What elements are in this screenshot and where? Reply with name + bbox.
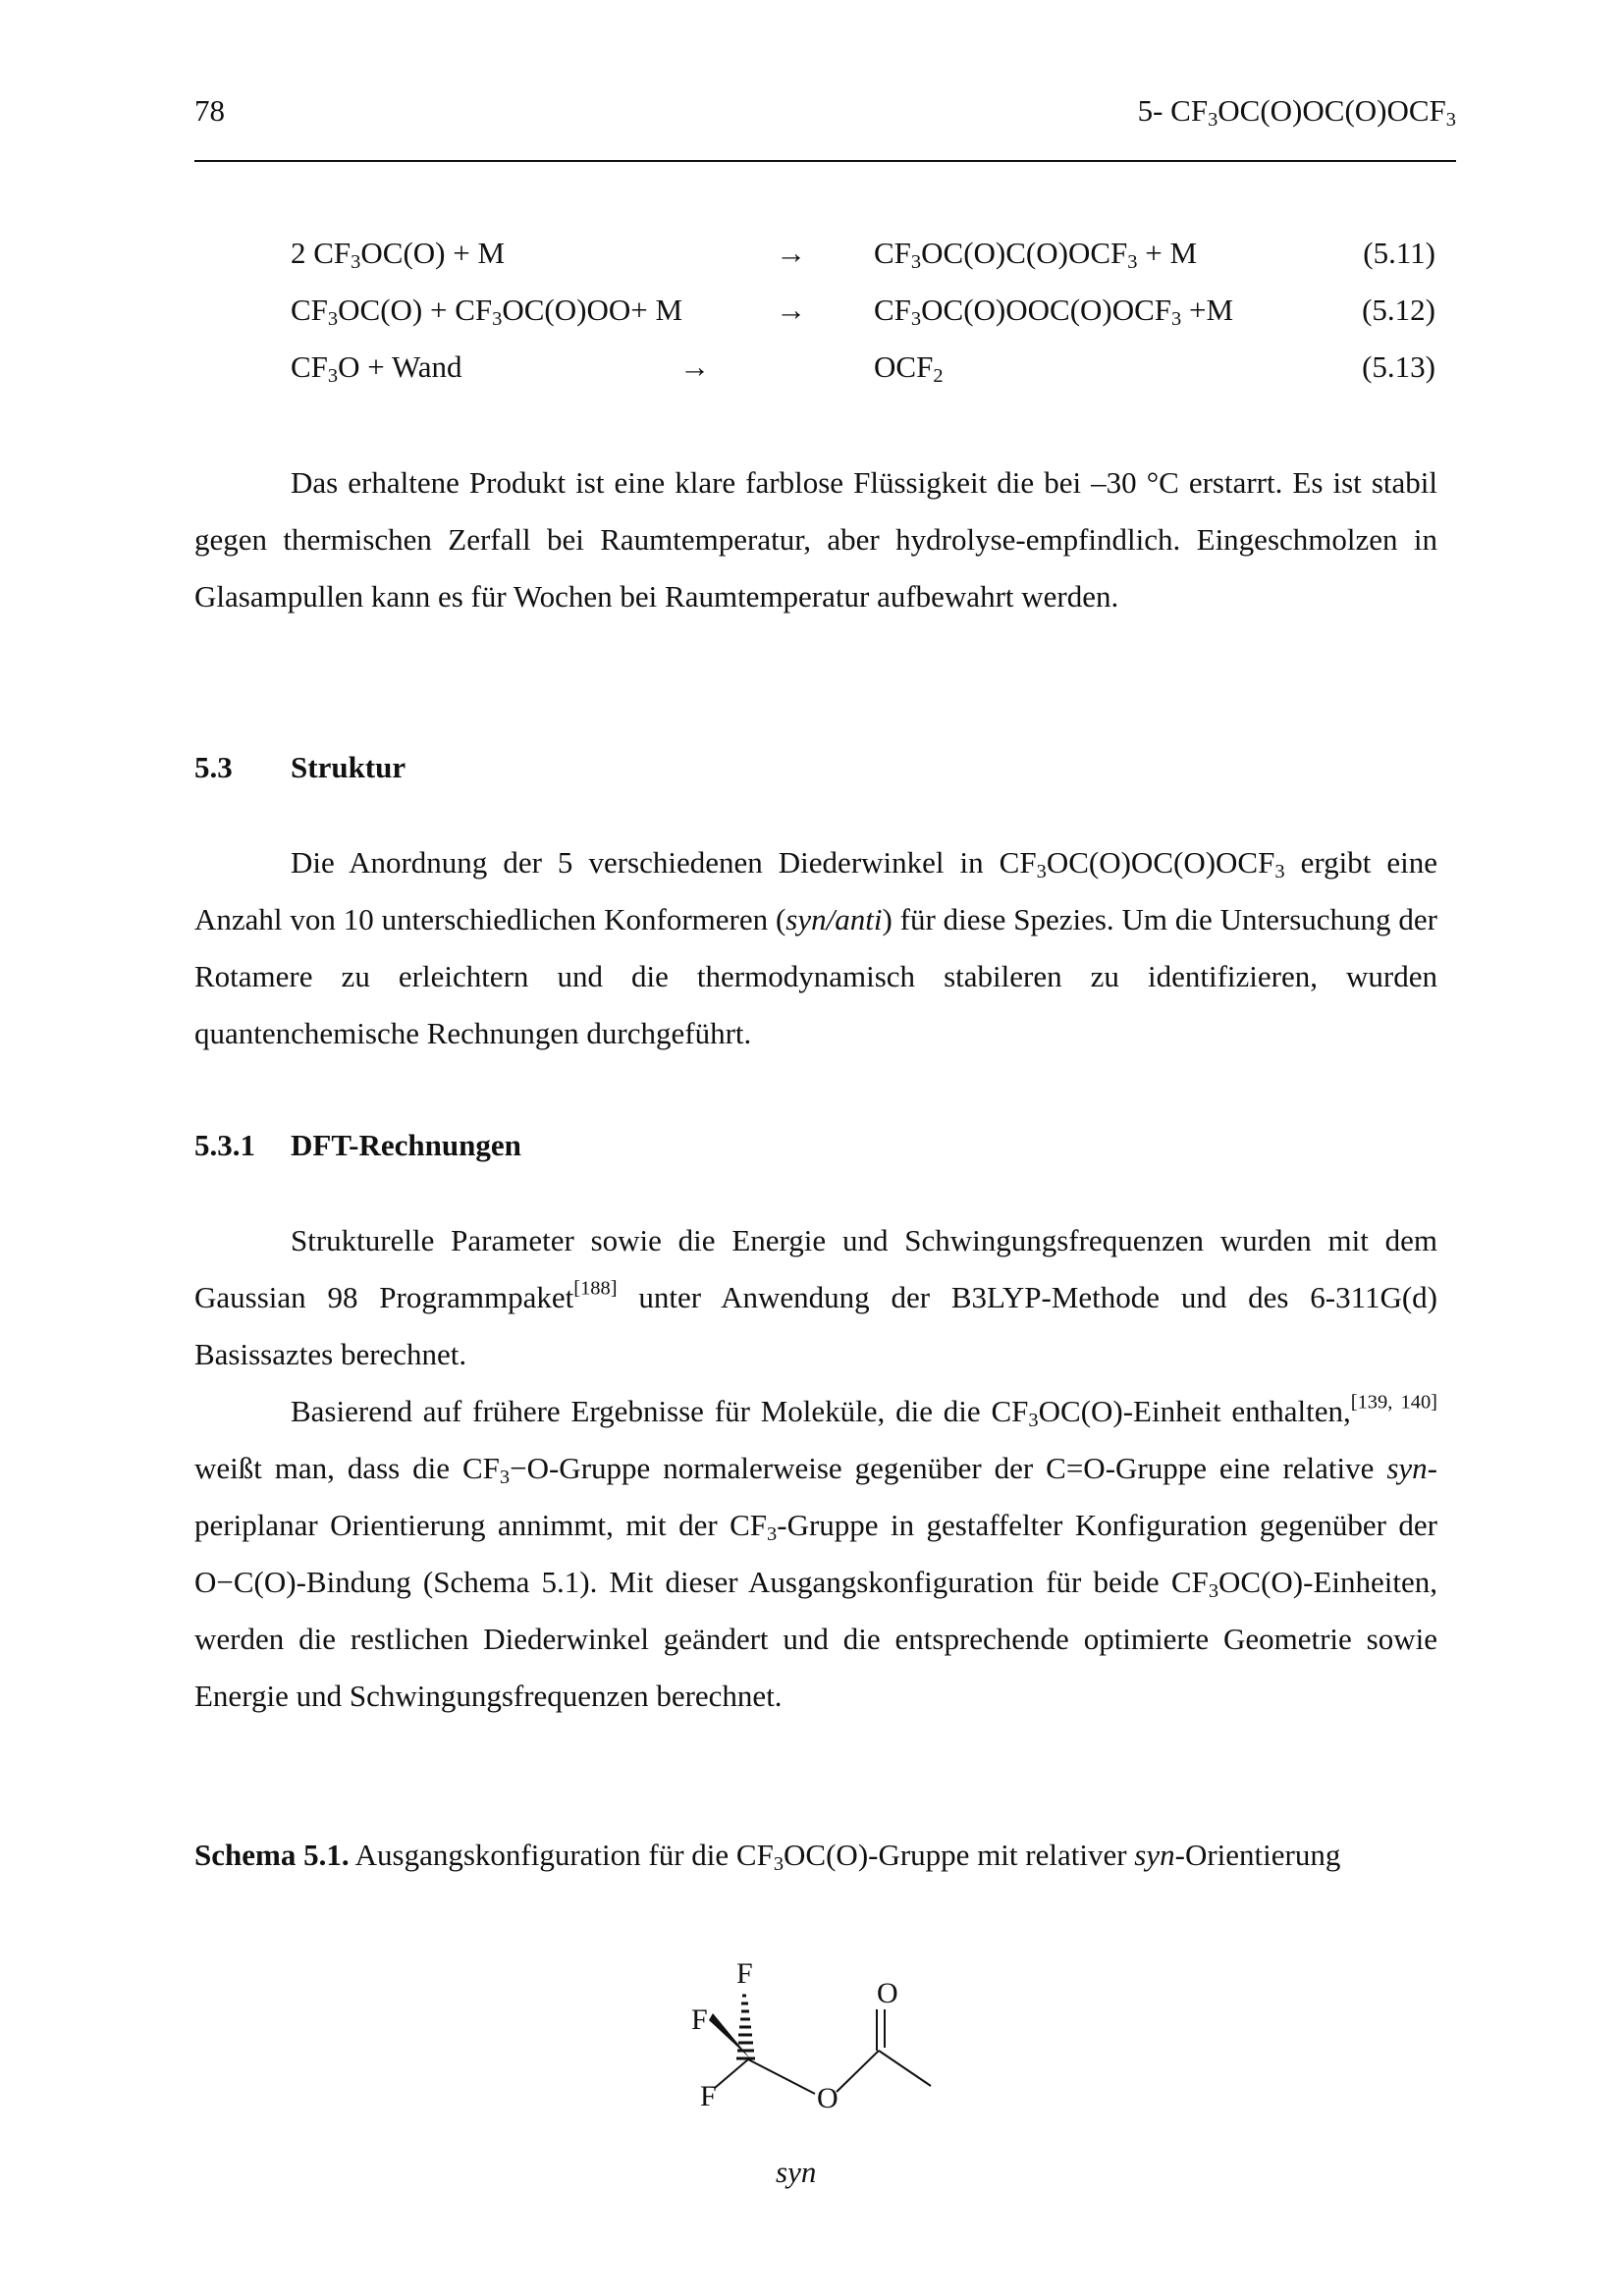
caption-text: -Orientierung bbox=[1174, 1838, 1341, 1872]
page-number: 78 bbox=[194, 93, 225, 128]
section-heading-5-3 bbox=[194, 750, 406, 785]
header-rule bbox=[194, 160, 1456, 162]
page-header bbox=[194, 93, 1456, 142]
text-run: Strukturelle Parameter sowie die Energie und Schwingungsfrequenzen wurden mit dem Gaussian 98 Programmpaket bbox=[194, 1223, 1437, 1314]
paragraph-conformers bbox=[194, 834, 1437, 1062]
carbonyl-double-bond bbox=[877, 2009, 885, 2051]
reaction-rhs: $CF_3OC(O)C(O)OCF_3 + M$ bbox=[874, 236, 1198, 274]
caption-label: Schema 5.1. bbox=[194, 1838, 350, 1872]
atom-o-carbonyl: O bbox=[877, 1977, 898, 2009]
reaction-lhs: 2 $CF_3OC(O) + M$ bbox=[291, 236, 506, 274]
reaction-arrow: → bbox=[776, 236, 806, 270]
equation-number: (5.12) bbox=[1362, 293, 1435, 327]
text-run: unter Anwendung der B3LYP-Methode und des 6-311G(d) Basissaztes berechnet. bbox=[194, 1280, 1437, 1371]
text-italic: syn/anti bbox=[785, 902, 883, 936]
reaction-arrow: → bbox=[776, 293, 806, 327]
hashed-wedge-bond bbox=[736, 1996, 755, 2058]
reaction-5-12 bbox=[291, 293, 1435, 336]
section-title: DFT-Rechnungen bbox=[291, 1128, 521, 1162]
citation-ref: [188] bbox=[573, 1277, 618, 1300]
atom-f-left: F bbox=[691, 2003, 708, 2036]
atom-o-ester: O bbox=[817, 2082, 839, 2114]
reaction-lhs: $CF_3OC(O) + CF_3OC(O)OO+ M$ bbox=[291, 293, 683, 331]
reaction-arrow: → bbox=[679, 349, 710, 384]
reaction-5-11 bbox=[291, 236, 1435, 279]
scheme-caption bbox=[194, 1838, 1341, 1876]
text-run: -periplanar Orientierung annimmt, mit der $CF_3$-Gruppe in gestaffelter Konfiguration gegenüber der O−C(O)-Bindung (Schema 5.1). Mit dieser Ausgangskonfiguration für beide $CF_3OC(O)$-Einheiten, werden die restlichen Diederwinkel geändert und die entsprechende optimierte Geometrie sowie Energie und Schwingungsfrequenzen berechnet. bbox=[194, 1451, 1437, 1713]
text-italic: syn bbox=[1386, 1451, 1428, 1485]
atom-f-bottom: F bbox=[700, 2080, 717, 2112]
caption-text: Ausgangskonfiguration für die $CF_3OC(O)$-Gruppe mit relativer bbox=[349, 1838, 1135, 1876]
reaction-rhs: $OCF_2$ bbox=[874, 349, 944, 388]
section-number: 5.3.1 bbox=[194, 1128, 255, 1162]
paragraph-configuration bbox=[194, 1383, 1437, 1725]
scheme-5-1-structure bbox=[668, 1949, 952, 2135]
reaction-5-13 bbox=[291, 349, 1435, 393]
section-number: 5.3 bbox=[194, 750, 233, 784]
equation-number: (5.13) bbox=[1362, 349, 1435, 384]
reaction-lhs: $CF_3O$ + Wand bbox=[291, 349, 462, 388]
section-heading-5-3-1 bbox=[194, 1128, 521, 1163]
atom-f-top: F bbox=[736, 1957, 753, 1990]
section-title: Struktur bbox=[291, 750, 406, 784]
text-run: weißt man, dass die $CF_3-O$-Gruppe normalerweise gegenüber der C=O-Gruppe eine relative bbox=[194, 1451, 1387, 1489]
caption-italic: syn bbox=[1134, 1838, 1175, 1872]
running-title: 5- $CF_3OC(O)OC(O)OCF_3$ bbox=[1137, 93, 1456, 132]
paragraph-dft-method bbox=[194, 1212, 1437, 1383]
scheme-conformer-label: syn bbox=[776, 2155, 817, 2189]
equation-number: (5.11) bbox=[1363, 236, 1435, 270]
text-run: ) für diese Spezies. Um die Untersuchung der Rotamere zu erleichtern und die thermodynamisch stabileren zu identifizieren, wurden quantenchemische Rechnungen durchgeführt. bbox=[194, 902, 1437, 1050]
reaction-rhs: $CF_3OC(O)OOC(O)OCF_3 +M$ bbox=[874, 293, 1234, 331]
molecule-drawing bbox=[668, 1949, 952, 2135]
text-run: Die Anordnung der 5 verschiedenen Diederwinkel in $CF_3OC(O)OC(O)OCF_3$ ergibt eine Anzahl von 10 unterschiedlichen Konformeren ( bbox=[194, 845, 1437, 936]
citation-ref: [139, 140] bbox=[1350, 1391, 1437, 1414]
text-run: Basierend auf frühere Ergebnisse für Moleküle, die die $CF_3OC(O)$-Einheit enthalten, bbox=[291, 1394, 1351, 1432]
paragraph-product-properties: Das erhaltene Produkt ist eine klare farblose Flüssigkeit die bei –30 °C erstarrt. Es ist stabil gegen thermischen Zerfall bei Raumtemperatur, aber hydrolyse-empfindlich. Eingeschmolzen in Glasampullen kann es für Wochen bei Raumtemperatur aufbewahrt werden. bbox=[194, 465, 1437, 614]
